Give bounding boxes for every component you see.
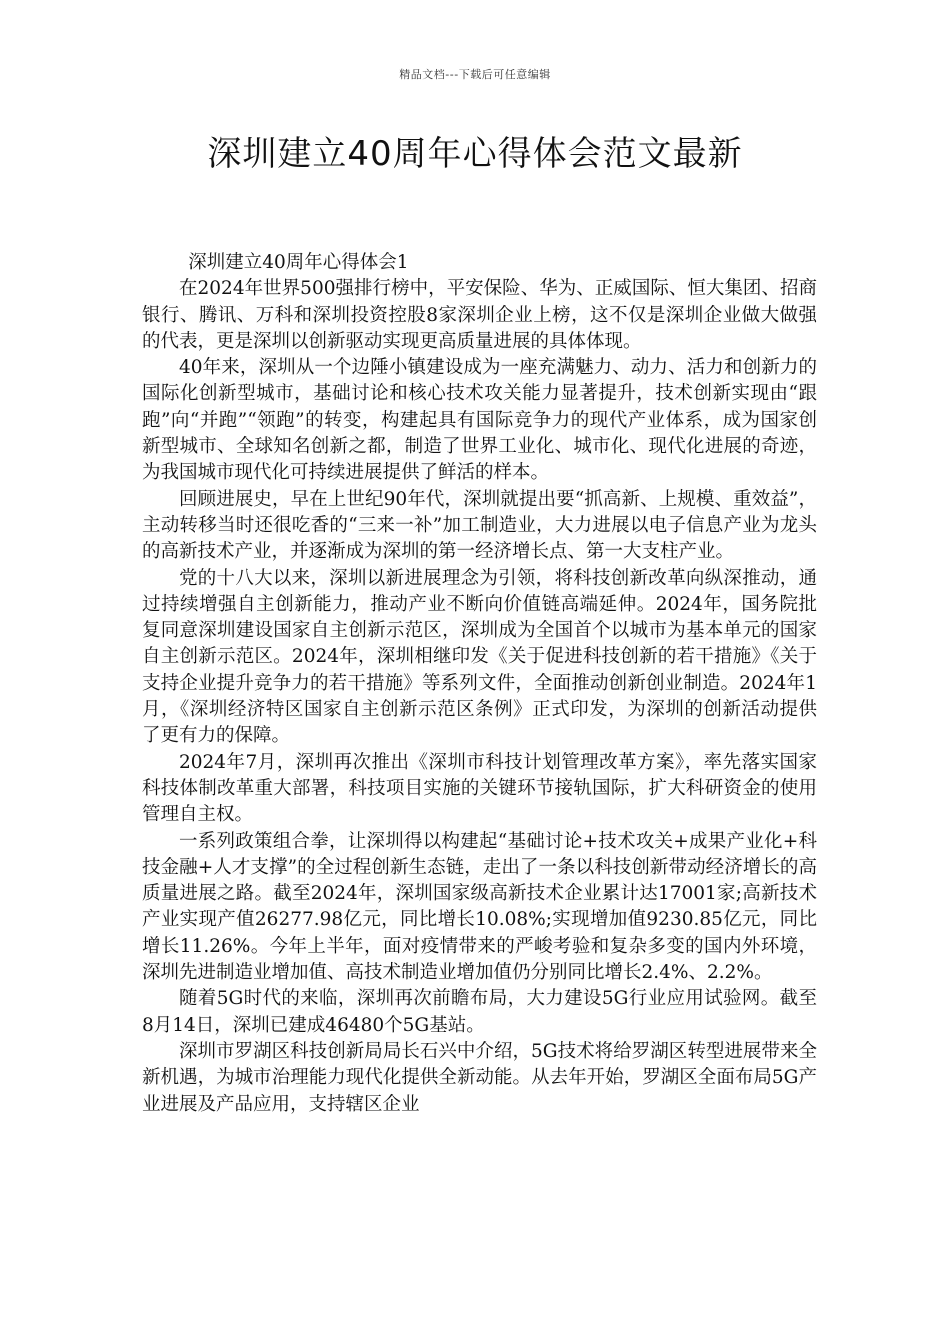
paragraph-3: 回顾进展史，早在上世纪90年代，深圳就提出要“抓高新、上规模、重效益”，主动转移当时还很吃香的“三来一补”加工制造业，大力进展以电子信息产业为龙头的高新技术产业，并逐渐成为深圳的第一经济增长点、第一大支柱产业。 bbox=[142, 488, 817, 563]
paragraph-8: 深圳市罗湖区科技创新局局长石兴中介绍，5G技术将给罗湖区转型进展带来全新机遇，为城市治理能力现代化提供全新动能。从去年开始，罗湖区全面布局5G产业进展及产品应用，支持辖区企业 bbox=[142, 1040, 817, 1115]
paragraph-6: 一系列政策组合拳，让深圳得以构建起“基础讨论+技术攻关+成果产业化+科技金融+人才支撑”的全过程创新生态链，走出了一条以科技创新带动经济增长的高质量进展之路。截至2024年，深圳国家级高新技术企业累计达17001家;高新技术产业实现产值26277.98亿元，同比增长10.08%;实现增加值9230.85亿元，同比增长11.26%。今年上半年，面对疫情带来的严峻考验和复杂多变的国内外环境，深圳先进制造业增加值、高技术制造业增加值仍分别同比增长2.4%、2.2%。 bbox=[142, 830, 817, 984]
document-body bbox=[142, 250, 817, 1118]
paragraph-5: 2024年7月，深圳再次推出《深圳市科技计划管理改革方案》，率先落实国家科技体制改革重大部署，科技项目实施的关键环节接轨国际，扩大科研资金的使用管理自主权。 bbox=[142, 751, 817, 826]
paragraph-4: 党的十八大以来，深圳以新进展理念为引领，将科技创新改革向纵深推动，通过持续增强自主创新能力，推动产业不断向价值链高端延伸。2024年，国务院批复同意深圳建设国家自主创新示范区，深圳成为全国首个以城市为基本单元的国家自主创新示范区。2024年，深圳相继印发《关于促进科技创新的若干措施》《关于支持企业提升竞争力的若干措施》等系列文件，全面推动创新创业制造。2024年1月，《深圳经济特区国家自主创新示范区条例》正式印发，为深圳的创新活动提供了更有力的保障。 bbox=[142, 567, 817, 747]
header-note: 精品文档---下载后可任意编辑 bbox=[399, 68, 551, 81]
page-title: 深圳建立40周年心得体会范文最新 bbox=[207, 134, 743, 174]
paragraph-1: 在2024年世界500强排行榜中，平安保险、华为、正威国际、恒大集团、招商银行、腾讯、万科和深圳投资控股8家深圳企业上榜，这不仅是深圳企业做大做强的代表，更是深圳以创新驱动实现更高质量进展的具体体现。 bbox=[142, 278, 817, 352]
paragraph-7: 随着5G时代的来临，深圳再次前瞻布局，大力建设5G行业应用试验网。截至8月14日，深圳已建成46480个5G基站。 bbox=[142, 988, 817, 1036]
paragraph-2: 40年来，深圳从一个边陲小镇建设成为一座充满魅力、动力、活力和创新力的国际化创新型城市，基础讨论和核心技术攻关能力显著提升，技术创新实现由“跟跑”向“并跑”“领跑”的转变，构建起具有国际竞争力的现代产业体系，成为国家创新型城市、全球知名创新之都，制造了世界工业化、城市化、现代化进展的奇迹，为我国城市现代化可持续进展提供了鲜活的样本。 bbox=[142, 357, 817, 484]
section-subheading: 深圳建立40周年心得体会1 bbox=[188, 252, 409, 273]
